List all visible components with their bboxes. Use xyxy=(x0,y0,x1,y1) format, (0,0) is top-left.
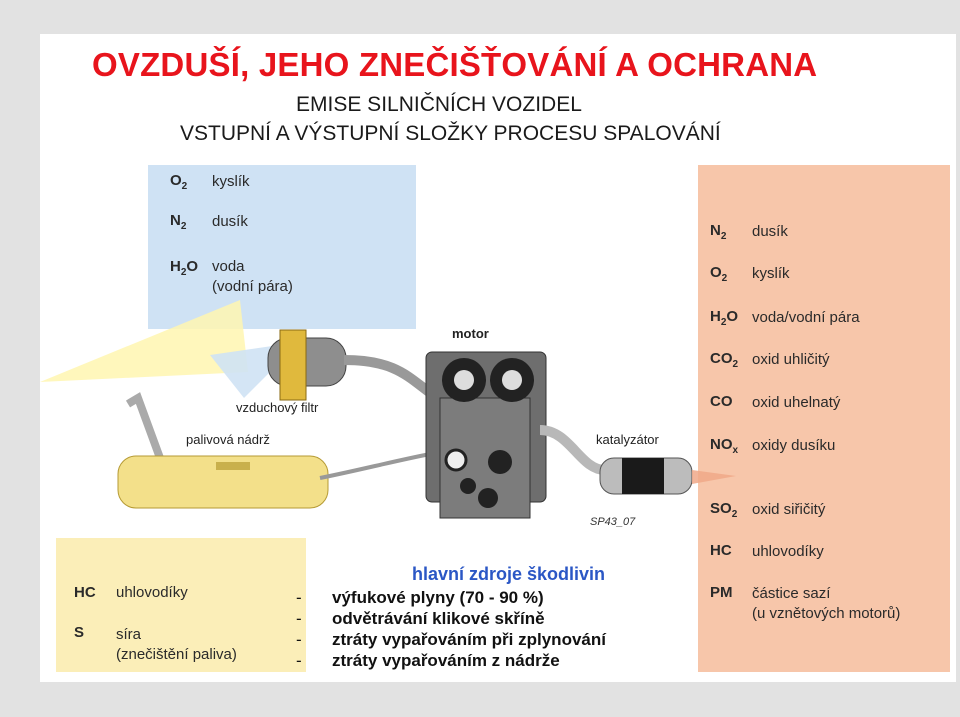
source-item: ztráty vypařováním při zplynování xyxy=(332,630,606,649)
output-formula: $CO_2$ xyxy=(710,350,739,370)
source-bullet: - xyxy=(296,609,302,628)
crankshaft-pulley xyxy=(478,488,498,508)
air-intake-arrow xyxy=(40,300,248,382)
fuel-s-formula: S xyxy=(74,624,85,641)
input-h2o-label: voda xyxy=(212,258,245,275)
subtitle-emissions: EMISE SILNIČNÍCH VOZIDEL xyxy=(296,93,582,116)
input-h2o-note: (vodní pára) xyxy=(212,278,293,295)
output-label: uhlovodíky xyxy=(752,543,824,560)
output-formula: $N_2$ xyxy=(710,222,727,242)
source-bullet: - xyxy=(296,651,302,670)
input-n2-label: dusík xyxy=(212,213,248,230)
catalyst-core xyxy=(622,458,664,494)
output-formula: $O_2$ xyxy=(710,264,728,284)
output-label: oxid uhelnatý xyxy=(752,394,841,411)
pulley-small xyxy=(460,478,476,494)
output-formula: $SO_2$ xyxy=(710,500,738,520)
air-filter-label: vzduchový filtr xyxy=(236,400,319,415)
fuel-tank-label: palivová nádrž xyxy=(186,432,270,447)
output-label: kyslík xyxy=(752,265,790,282)
pulley-left xyxy=(446,450,466,470)
filler-neck xyxy=(128,398,160,458)
fuel-s-note: (znečištění paliva) xyxy=(116,646,237,663)
page-title: OVZDUŠÍ, JEHO ZNEČIŠŤOVÁNÍ A OCHRANA xyxy=(92,46,818,83)
source-bullet: - xyxy=(296,588,302,607)
output-label: oxid siřičitý xyxy=(752,501,826,518)
source-item: výfukové plyny (70 - 90 %) xyxy=(332,588,544,607)
motor-label: motor xyxy=(452,326,489,341)
output-label: oxid uhličitý xyxy=(752,351,830,368)
sources-heading: hlavní zdroje škodlivin xyxy=(412,564,606,584)
subtitle-combustion: VSTUPNÍ A VÝSTUPNÍ SLOŽKY PROCESU SPALOVÁNÍ xyxy=(180,122,721,145)
input-o2-label: kyslík xyxy=(212,173,250,190)
air-filter-element xyxy=(280,330,306,400)
input-o2-formula: $O_2$ xyxy=(170,172,188,192)
source-item: odvětrávání klikové skříně xyxy=(332,609,545,628)
output-note: (u vznětových motorů) xyxy=(752,605,901,622)
figure-code: SP43_07 xyxy=(590,516,636,528)
output-label: částice sazí xyxy=(752,585,831,602)
fuel-hc-formula: HC xyxy=(74,584,96,601)
input-n2-formula: $N_2$ xyxy=(170,212,187,232)
output-label: oxidy dusíku xyxy=(752,437,836,454)
output-label: dusík xyxy=(752,223,788,240)
input-h2o-formula: $H_2O$ xyxy=(170,258,199,278)
output-formula: PM xyxy=(710,584,733,601)
catalyst-label: katalyzátor xyxy=(596,432,659,447)
source-bullet: - xyxy=(296,630,302,649)
fuel-pump-cap xyxy=(216,462,250,470)
fuel-s-label: síra xyxy=(116,626,142,643)
output-formula: $NO_x$ xyxy=(710,436,739,456)
output-formula: HC xyxy=(710,542,732,559)
pulley-right xyxy=(488,450,512,474)
source-item: ztráty vypařováním z nádrže xyxy=(332,651,560,670)
output-label: voda/vodní pára xyxy=(752,309,860,326)
exhaust-flow-arrow xyxy=(692,470,736,484)
fuel-hc-label: uhlovodíky xyxy=(116,584,188,601)
output-formula: $H_2O$ xyxy=(710,308,739,328)
output-formula: CO xyxy=(710,393,733,410)
fuel-line xyxy=(320,454,430,478)
